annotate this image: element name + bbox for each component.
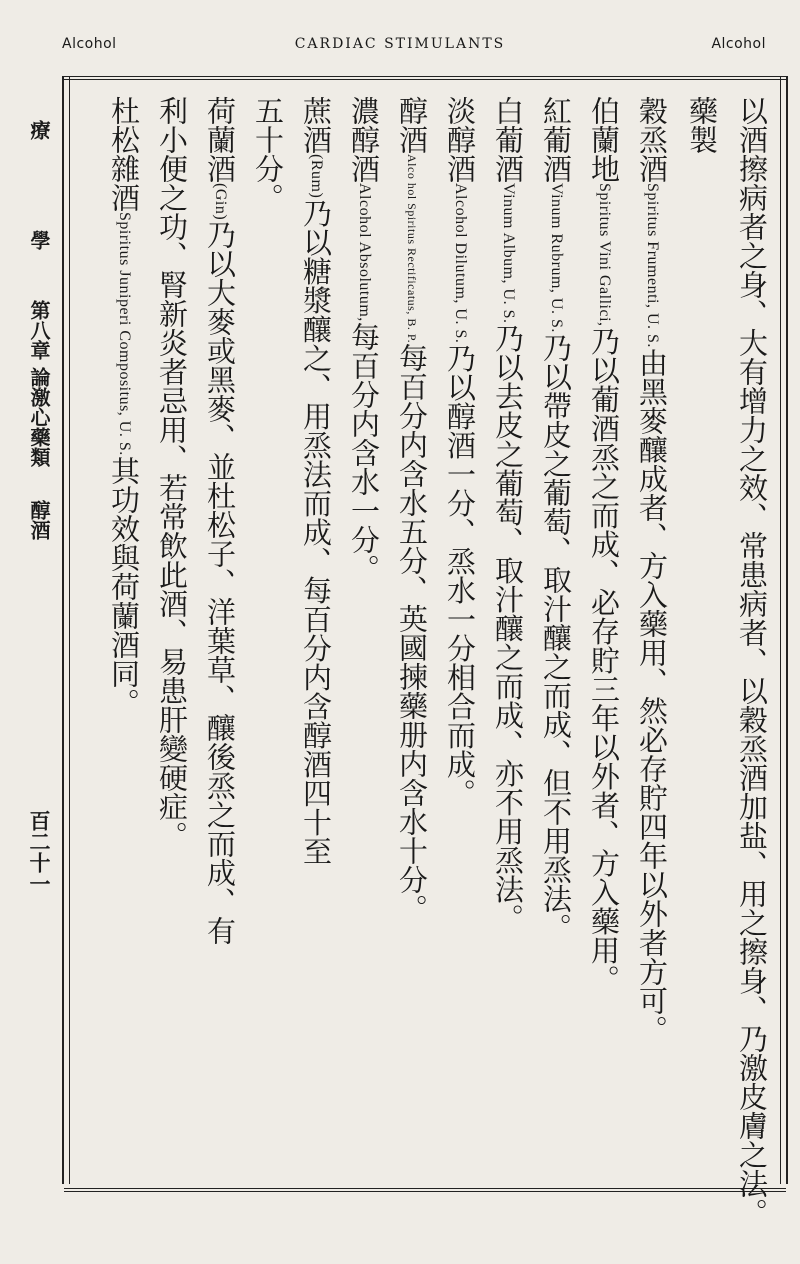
- entry: [198, 96, 242, 1176]
- column-text: 利小便之功、腎新炎者忌用、若常飲此酒、易患肝變硬症。: [155, 96, 189, 850]
- entry-desc: 由黑麥釀成者、方入藥用、然必存貯四年以外者方可。: [635, 347, 669, 1044]
- column-text: 以酒擦病者之身、大有增力之效、常患病者、以穀烝酒加盐、用之擦身、乃激皮膚之法。: [735, 96, 769, 1227]
- entry-desc: 乃以大麥或黑麥、並杜松子、洋葉草、釀後烝之而成、有: [203, 220, 237, 946]
- entry: [342, 96, 386, 1176]
- entry-latin-line2: Spiritus Rectificatus, B. P.: [405, 203, 419, 344]
- entry-latin: Vinum Rubrum, U. S.: [548, 183, 565, 333]
- entry-name: 白葡酒: [491, 96, 525, 183]
- text-column: [150, 96, 194, 1176]
- header-left: Alcohol: [62, 36, 117, 52]
- entry-name: 濃醇酒: [347, 96, 381, 183]
- entry-desc: 每百分内含水五分、英國揀藥册内含水十分。: [395, 343, 429, 924]
- entry: [630, 96, 674, 1176]
- entry-desc: 乃以去皮之葡萄、取汁釀之而成、亦不用烝法。: [491, 323, 525, 933]
- entry-name: 淡醇酒: [443, 96, 477, 183]
- entry-latin: Spiritus Vini Gallici,: [596, 183, 613, 327]
- frame-right-border: [780, 76, 788, 1184]
- entry-name: 杜松雜酒: [107, 96, 141, 212]
- header-title: CARDIAC STIMULANTS: [294, 36, 506, 52]
- entry-latin: Alcohol Dilutum, U. S.: [452, 183, 469, 344]
- entry-name: 蔗酒: [299, 96, 333, 154]
- frame-left-border: [62, 76, 70, 1184]
- heading-text: 藥製: [685, 96, 719, 154]
- entry-latin-line1: Alco hol: [405, 154, 419, 200]
- entry: [534, 96, 578, 1176]
- entry-latin: Vinum Album, U. S.: [500, 183, 517, 324]
- entry: [582, 96, 626, 1176]
- entry-latin: Spiritus Juniperi Compositus, U. S.: [116, 212, 133, 456]
- margin-topic: 醇酒: [27, 500, 51, 540]
- margin-column: [18, 120, 54, 1100]
- column-text: 五十分。: [251, 96, 285, 212]
- entry-name: 伯蘭地: [587, 96, 621, 183]
- entry-name: 荷蘭酒: [203, 96, 237, 183]
- entry-name: 紅葡酒: [539, 96, 573, 183]
- entry-latin: [405, 154, 419, 343]
- entry-latin: (Rum): [308, 154, 325, 199]
- entry: [438, 96, 482, 1176]
- margin-subtitle: 學: [27, 230, 51, 250]
- entry: [390, 96, 434, 1176]
- entry: [486, 96, 530, 1176]
- entry-desc: 乃以葡酒烝之而成、必存貯三年以外者、方入藥用。: [587, 326, 621, 994]
- entry: [294, 96, 338, 1176]
- text-column: [730, 96, 774, 1227]
- section-heading: [680, 96, 724, 1176]
- text-column: [246, 96, 290, 1176]
- entry-desc: 乃以醇酒一分、烝水一分相合而成。: [443, 343, 477, 808]
- body-text: [70, 96, 778, 1227]
- margin-chapter: 第八章 論激心藥類: [27, 300, 51, 467]
- entry: [102, 96, 146, 1176]
- running-header: [0, 30, 800, 64]
- entry-desc: 其功效與荷蘭酒同。: [107, 455, 141, 717]
- entry-latin: Alcohol Absolutum,: [356, 183, 373, 322]
- entry-latin: Spiritus Frumenti, U. S.: [644, 183, 661, 348]
- entry-name: 穀烝酒: [635, 96, 669, 183]
- entry-name: 醇酒: [395, 96, 429, 154]
- entry-desc: 乃以糖漿釀之、用烝法而成、每百分内含醇酒四十至: [299, 198, 333, 866]
- entry-latin: (Gin): [212, 183, 229, 221]
- header-right: Alcohol: [711, 36, 766, 52]
- margin-title: 療: [27, 120, 51, 140]
- entry-desc: 每百分内含水一分。: [347, 321, 381, 583]
- entry-desc: 乃以帶皮之葡萄、取汁釀之而成、但不用烝法。: [539, 332, 573, 942]
- page-number: 百二十一: [27, 810, 52, 894]
